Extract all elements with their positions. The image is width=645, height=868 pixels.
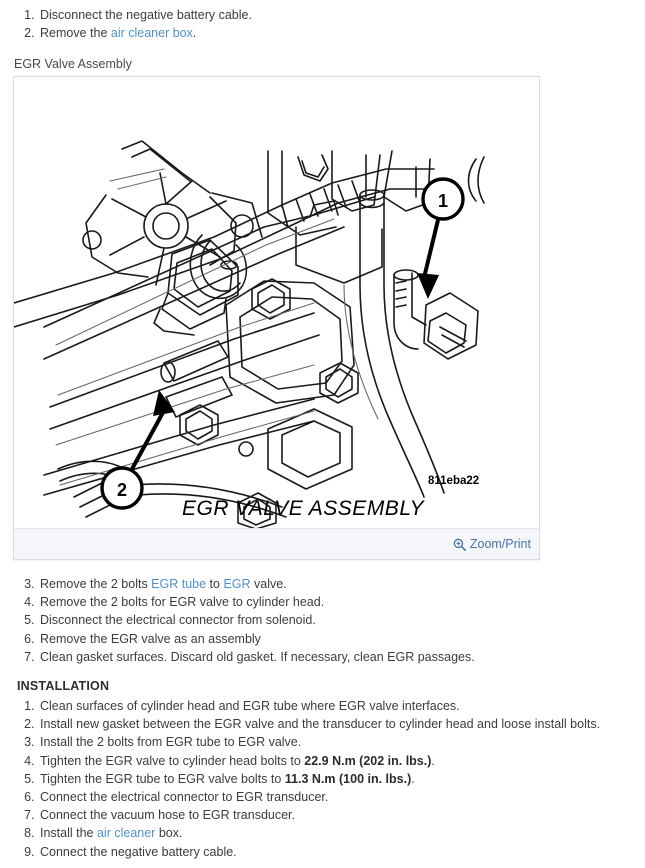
removal-step-item (38, 611, 620, 629)
zoom-print-link[interactable] (453, 537, 531, 551)
step-text: . (192, 26, 197, 41)
step-text: . (411, 771, 415, 786)
step-text: Install the (40, 826, 97, 841)
installation-step-item (38, 788, 640, 806)
installation-step-item (38, 770, 640, 788)
inline-link[interactable]: EGR (223, 577, 251, 591)
step-text: Connect the vacuum hose to EGR transducer. (40, 808, 295, 823)
installation-step-item (38, 806, 640, 824)
svg-text:EGR VALVE ASSEMBLY: EGR VALVE ASSEMBLY (182, 497, 425, 520)
installation-steps-list (0, 697, 640, 861)
removal-step-item (38, 593, 620, 611)
step-text: Tighten the EGR valve to cylinder head bolts to (40, 753, 305, 768)
removal-steps-top-list (0, 6, 620, 42)
installation-step-item (38, 733, 640, 751)
egr-valve-illustration (14, 77, 539, 529)
inline-link[interactable]: EGR tube (151, 577, 207, 591)
svg-text:2: 2 (116, 480, 128, 500)
step-text: to (206, 577, 224, 591)
removal-step-item (38, 24, 620, 42)
installation-step-item (38, 697, 640, 715)
installation-step-item (38, 843, 640, 861)
step-text: Disconnect the electrical connector from solenoid. (40, 613, 316, 628)
step-text: Install the 2 bolts from EGR tube to EGR valve. (40, 735, 302, 750)
installation-step-item (38, 824, 640, 842)
step-text: . (431, 753, 435, 768)
step-text: Tighten the EGR tube to EGR valve bolts to (40, 771, 285, 786)
step-text: Remove the (40, 26, 111, 41)
step-text: Remove the 2 bolts (40, 577, 152, 591)
figure-box (13, 76, 540, 560)
step-text: Remove the 2 bolts for EGR valve to cylinder head. (40, 595, 325, 610)
removal-step-item (38, 630, 620, 648)
installation-heading: INSTALLATION (17, 679, 110, 693)
step-text: Remove the EGR valve as an assembly (40, 631, 261, 646)
zoom-print-label: Zoom/Print (469, 537, 531, 551)
inline-link[interactable]: air cleaner box (110, 26, 193, 41)
removal-step-item (38, 6, 620, 24)
torque-value: 22.9 N.m (202 in. lbs.) (304, 753, 432, 768)
step-text: Connect the negative battery cable. (40, 844, 237, 859)
inline-link[interactable]: air cleaner (96, 826, 156, 841)
svg-text:1: 1 (437, 191, 449, 211)
torque-value: 11.3 N.m (100 in. lbs.) (284, 771, 412, 786)
step-text: Install new gasket between the EGR valve and the transducer to cylinder head and loose install bolts. (40, 717, 601, 732)
step-text: valve. (250, 577, 287, 591)
step-text: box. (155, 826, 183, 841)
step-text: Clean gasket surfaces. Discard old gasket. If necessary, clean EGR passages. (40, 649, 475, 664)
step-text: Disconnect the negative battery cable. (40, 8, 252, 22)
installation-step-item (38, 715, 640, 733)
figure-footer-bar (14, 528, 539, 559)
removal-step-item (38, 575, 620, 593)
step-text: Connect the electrical connector to EGR transducer. (40, 790, 329, 805)
step-text: Clean surfaces of cylinder head and EGR tube where EGR valve interfaces. (40, 699, 460, 713)
svg-text:811eba22: 811eba22 (428, 475, 480, 487)
removal-step-item (38, 648, 620, 666)
installation-step-item (38, 752, 640, 770)
magnifier-plus-icon (453, 538, 466, 551)
removal-steps-bottom-list (0, 575, 620, 666)
figure-label: EGR Valve Assembly (14, 57, 132, 71)
